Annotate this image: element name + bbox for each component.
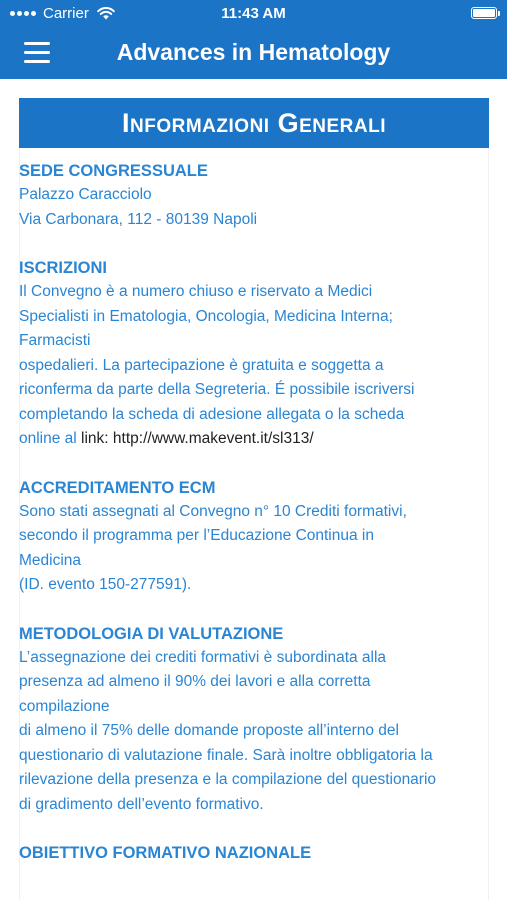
- info-section: [19, 841, 487, 865]
- section-body: [19, 183, 487, 232]
- body-line: Specialisti in Ematologia, Oncologia, Medicina Interna;: [19, 307, 393, 325]
- body-line: Farmacisti: [19, 332, 91, 349]
- info-sections: [19, 159, 487, 889]
- body-line: compilazione: [19, 697, 110, 715]
- body-line: di gradimento dell’evento formativo.: [19, 795, 264, 813]
- status-bar: [0, 0, 507, 27]
- body-line: Medicina: [19, 551, 82, 569]
- section-body: [19, 280, 487, 452]
- section-body: [19, 500, 487, 598]
- section-heading: ISCRIZIONI: [19, 259, 108, 277]
- info-section: [19, 622, 487, 818]
- body-line: completando la scheda di adesione allegata o la scheda: [19, 405, 405, 423]
- info-section: [19, 476, 487, 598]
- nav-title: Advances in Hematology: [116, 39, 391, 65]
- body-line: Via Carbonara, 112 - 80139 Napoli: [19, 210, 258, 228]
- body-line: riconferma da parte della Segreteria. É possibile iscriversi: [19, 381, 415, 398]
- battery-icon: [471, 7, 497, 19]
- registration-link[interactable]: link: http://www.makevent.it/sl313/: [81, 430, 314, 447]
- navigation-bar: [0, 27, 507, 79]
- body-line: secondo il programma per l’Educazione Continua in: [19, 527, 374, 544]
- body-line: Sono stati assegnati al Convegno n° 10 Crediti formativi,: [19, 502, 407, 520]
- content-area[interactable]: [0, 79, 507, 900]
- body-line: Palazzo Caracciolo: [19, 186, 152, 203]
- section-heading: METODOLOGIA DI VALUTAZIONE: [19, 624, 284, 643]
- carrier-name: Carrier: [43, 5, 89, 22]
- section-body: [19, 646, 487, 818]
- body-line: (ID. evento 150-277591).: [19, 576, 192, 593]
- body-line: rilevazione della presenza e la compilazione del questionario: [19, 771, 437, 788]
- body-line: di almeno il 75% delle domande proposte all’interno del: [19, 722, 399, 739]
- body-line: ospedalieri. La partecipazione è gratuita e soggetta a: [19, 356, 384, 374]
- section-heading: SEDE CONGRESSUALE: [19, 162, 208, 180]
- info-section: [19, 159, 487, 232]
- section-banner: Informazioni Generali: [19, 98, 489, 148]
- body-line: L’assegnazione dei crediti formativi è subordinata alla: [19, 648, 387, 666]
- body-line: questionario di valutazione finale. Sarà inoltre obbligatoria la: [19, 746, 433, 764]
- section-heading: ACCREDITAMENTO ECM: [19, 478, 216, 497]
- body-line: Il Convegno è a numero chiuso e riservato a Medici: [19, 283, 373, 300]
- clock: 11:43 AM: [221, 5, 286, 22]
- body-line: presenza ad almeno il 90% dei lavori e alla corretta: [19, 673, 371, 690]
- info-section: [19, 256, 487, 452]
- body-line: online al: [19, 430, 82, 447]
- section-heading: OBIETTIVO FORMATIVO NAZIONALE: [19, 844, 312, 862]
